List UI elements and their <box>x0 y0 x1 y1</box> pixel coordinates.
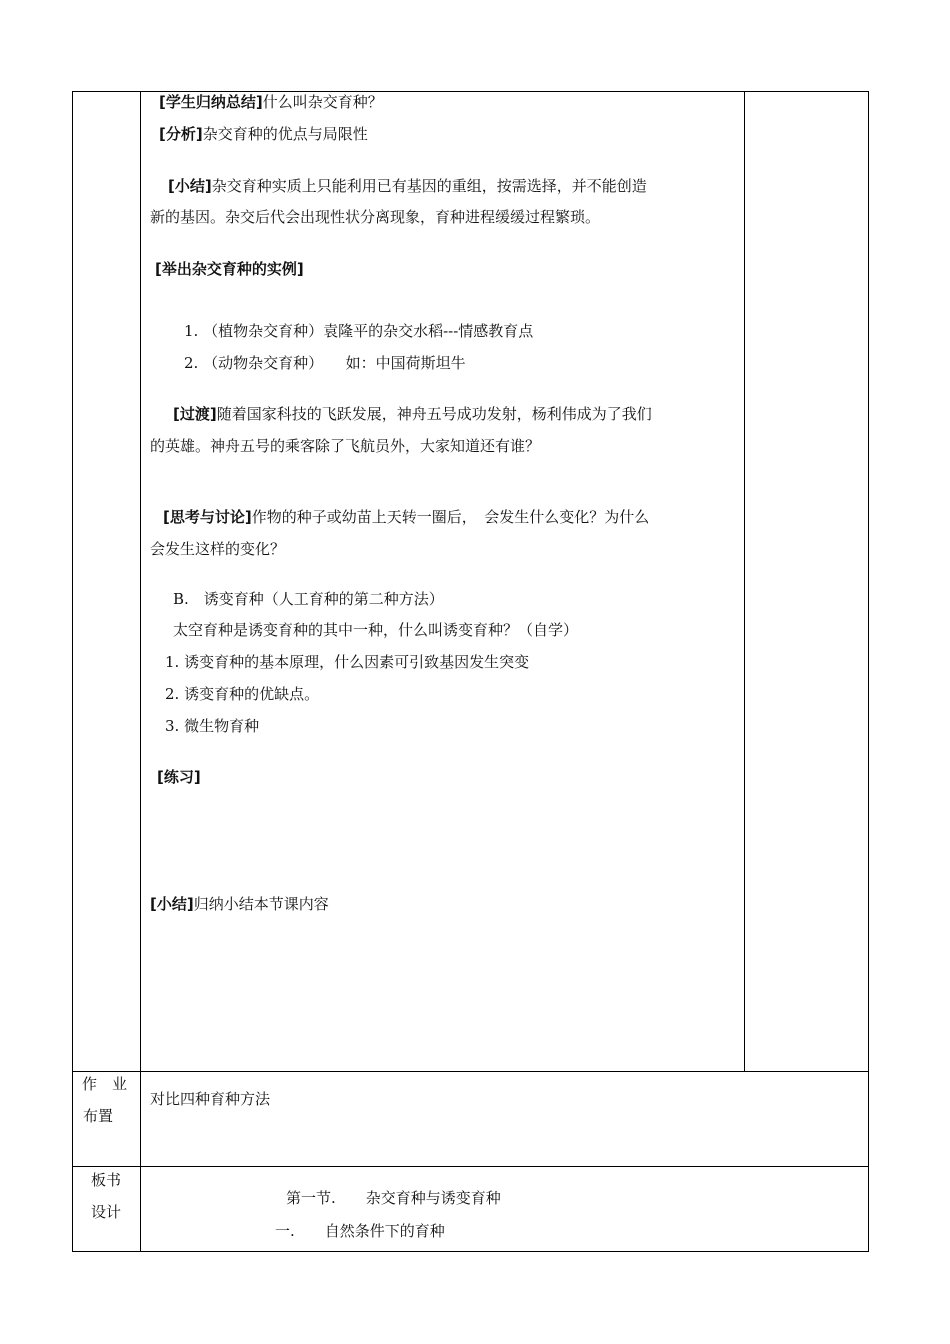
transition-line-2: 的英雄。神舟五号的乘客除了飞航员外，大家知道还有谁？ <box>150 437 541 455</box>
xiaojie-tag: [小结] <box>168 177 212 195</box>
board-label-2: 设计 <box>91 1203 122 1221</box>
mutation-item-1: 1. 诱变育种的基本原理，什么因素可引致基因发生突变 <box>165 653 530 671</box>
discussion-line-1 <box>163 507 649 527</box>
homework-label-1: 作 业 <box>82 1075 128 1093</box>
board-row-border <box>72 1166 869 1167</box>
transition-text-1: 随着国家科技的飞跃发展，神舟五号成功发射，杨利伟成为了我们 <box>216 405 652 423</box>
label-column-border <box>140 91 141 1252</box>
final-summary-tag: [小结] <box>150 895 194 913</box>
analysis-tag: [分析] <box>159 125 203 143</box>
mutation-heading: B. 诱变育种（人工育种的第二种方法） <box>173 590 444 608</box>
board-label-1: 板书 <box>91 1171 122 1189</box>
discussion-line-2: 会发生这样的变化？ <box>150 540 286 558</box>
discussion-tag: [思考与讨论] <box>163 508 252 526</box>
notes-column-border <box>744 91 745 1072</box>
board-line-1: 第一节. 杂交育种与诱变育种 <box>286 1189 501 1207</box>
final-summary-text: 归纳小结本节课内容 <box>193 895 329 913</box>
exercise-heading: [练习] <box>157 768 201 786</box>
xiaojie-text-1: 杂交育种实质上只能利用已有基因的重组，按需选择，并不能创造 <box>211 177 647 195</box>
student-summary-text: 什么叫杂交育种？ <box>262 93 383 111</box>
discussion-text-1: 作物的种子或幼苗上天转一圈后， 会发生什么变化？为什么 <box>251 508 650 526</box>
example-item-1: 1. （植物杂交育种）袁隆平的杂交水稻---情感教育点 <box>184 322 534 340</box>
example-item-2: 2. （动物杂交育种） 如：中国荷斯坦牛 <box>184 354 466 372</box>
examples-heading: [举出杂交育种的实例] <box>155 260 304 278</box>
table-bottom-border <box>72 1251 869 1252</box>
mutation-item-2: 2. 诱变育种的优缺点。 <box>165 685 320 703</box>
transition-tag: [过渡] <box>173 405 217 423</box>
student-summary-line <box>159 92 383 112</box>
mutation-intro: 太空育种是诱变育种的其中一种，什么叫诱变育种？（自学） <box>173 621 579 639</box>
board-line-2: 一. 自然条件下的育种 <box>275 1222 445 1240</box>
student-summary-tag: [学生归纳总结] <box>159 93 263 111</box>
transition-line-1 <box>173 404 652 424</box>
table-left-border <box>72 91 73 1252</box>
analysis-line <box>159 124 368 144</box>
analysis-text: 杂交育种的优点与局限性 <box>202 125 368 143</box>
homework-label-2: 布置 <box>83 1107 114 1125</box>
xiaojie-line-2: 新的基因。杂交后代会出现性状分离现象，育种进程缓缓过程繁琐。 <box>150 208 601 226</box>
table-right-border <box>868 91 869 1252</box>
final-summary-line <box>150 894 329 914</box>
homework-content: 对比四种育种方法 <box>150 1090 271 1108</box>
xiaojie-line-1 <box>168 176 647 196</box>
mutation-item-3: 3. 微生物育种 <box>165 717 260 735</box>
homework-row-border <box>72 1071 869 1072</box>
